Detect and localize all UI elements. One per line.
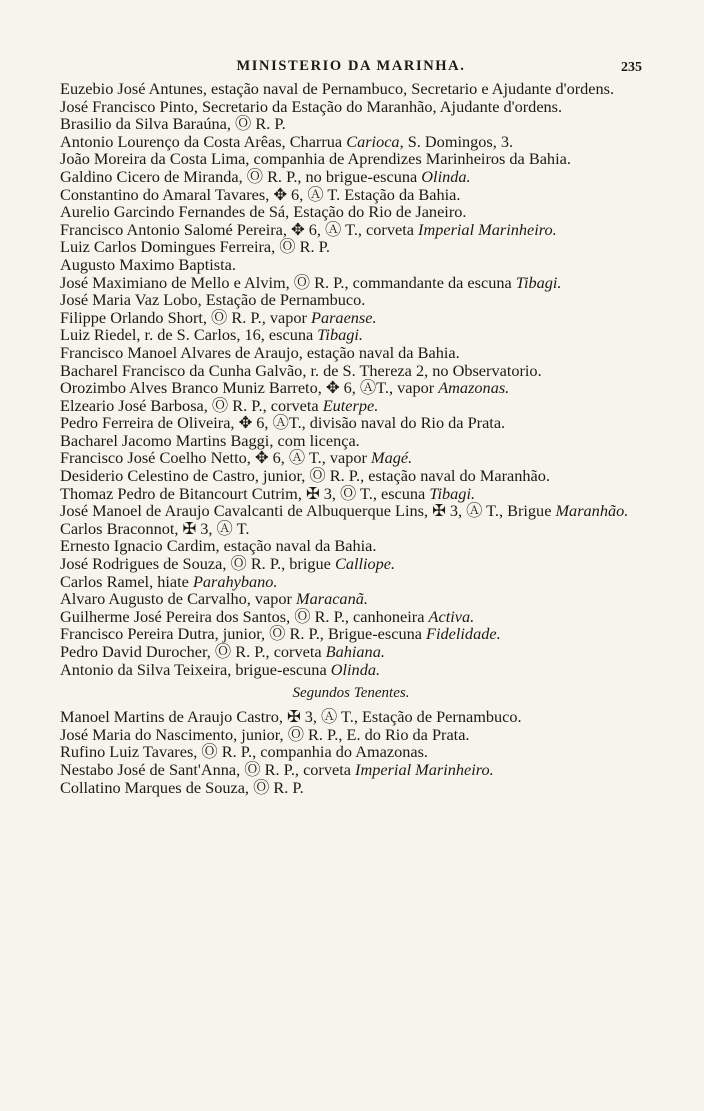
entry-text: Manoel Martins de Araujo Castro, ✠ 3, Ⓐ T., Estação de Pernambuco. (60, 707, 522, 727)
officer-entry (60, 743, 642, 761)
officer-entry (60, 726, 642, 744)
vessel-name: Magé. (371, 448, 413, 468)
officer-list-segundos (60, 708, 642, 796)
entry-text: Francisco José Coelho Netto, ✥ 6, Ⓐ T., vapor (60, 448, 372, 468)
officer-entry (60, 115, 642, 133)
vessel-name: Bahiana. (325, 642, 385, 661)
vessel-name: Fidelidade. (426, 624, 501, 644)
entry-text: Brasilio da Silva Baraúna, Ⓞ R. P. (60, 114, 286, 134)
officer-entry (60, 203, 642, 221)
page-number: 235 (621, 60, 642, 75)
officer-entry (60, 344, 642, 362)
vessel-name: Activa. (428, 606, 475, 626)
vessel-name: Paraense. (311, 307, 377, 327)
entry-text: Antonio Lourenço da Costa Arêas, Charrua (60, 131, 347, 151)
officer-entry (60, 379, 642, 397)
vessel-name: Parahybano. (192, 571, 278, 591)
vessel-name: Imperial Marinheiro. (355, 759, 494, 779)
officer-entry (60, 467, 642, 485)
officer-entry (60, 256, 642, 274)
entry-text: Pedro David Durocher, Ⓞ R. P., corveta (60, 642, 326, 661)
entry-text: Luiz Riedel, r. de S. Carlos, 16, escuna (60, 325, 318, 345)
entry-text: Augusto Maximo Baptista. (60, 254, 236, 274)
entry-text: Rufino Luiz Tavares, Ⓞ R. P., companhia do Amazonas. (60, 742, 428, 762)
officer-entry (60, 432, 642, 450)
entry-text: José Maria do Nascimento, junior, Ⓞ R. P., E. do Rio da Prata. (60, 724, 470, 744)
officer-entry (60, 537, 642, 555)
entry-text: José Maximiano de Mello e Alvim, Ⓞ R. P., commandante da escuna (60, 272, 516, 292)
officer-list-primeiros (60, 80, 642, 678)
entry-text: Constantino do Amaral Tavares, ✥ 6, Ⓐ T. Estação da Bahia. (60, 184, 461, 204)
entry-text: José Rodrigues de Souza, Ⓞ R. P., brigue (60, 554, 335, 574)
entry-text: João Moreira da Costa Lima, companhia de Aprendizes Marinheiros da Bahia. (60, 149, 571, 169)
entry-text: Elzeario José Barbosa, Ⓞ R. P., corveta (60, 395, 323, 415)
officer-entry (60, 238, 642, 256)
officer-entry (60, 168, 642, 186)
vessel-name: Calliope. (334, 554, 396, 574)
entry-text: Galdino Cicero de Miranda, Ⓞ R. P., no brigue-escuna (60, 166, 422, 186)
officer-entry (60, 661, 642, 679)
officer-entry (60, 555, 642, 573)
entry-text: Francisco Pereira Dutra, junior, Ⓞ R. P., Brigue-escuna (60, 624, 427, 644)
vessel-name: Maracanã. (296, 589, 368, 609)
officer-entry (60, 291, 642, 309)
entry-text: Desiderio Celestino de Castro, junior, Ⓞ R. P., estação naval do Maranhão. (60, 466, 550, 486)
entry-text: José Francisco Pinto, Secretario da Estação do Maranhão, Ajudante d'ordens. (60, 96, 563, 116)
officer-entry (60, 625, 642, 643)
vessel-name: Olinda. (421, 166, 471, 186)
officer-entry (60, 133, 642, 151)
officer-entry (60, 397, 642, 415)
entry-text: Orozimbo Alves Branco Muniz Barreto, ✥ 6, ⒶT., vapor (60, 378, 439, 398)
officer-entry (60, 643, 642, 661)
entry-text: Francisco Manoel Alvares de Araujo, estação naval da Bahia. (60, 342, 460, 362)
officer-entry (60, 98, 642, 116)
entry-text: Bacharel Francisco da Cunha Galvão, r. de S. Thereza 2, no Observatorio. (60, 360, 542, 380)
entry-text: Alvaro Augusto de Carvalho, vapor (60, 589, 297, 609)
entry-text: Aurelio Garcindo Fernandes de Sá, Estação do Rio de Janeiro. (60, 202, 467, 222)
vessel-name: Carioca (346, 131, 400, 151)
officer-entry (60, 449, 642, 467)
officer-entry (60, 80, 642, 98)
officer-entry (60, 502, 642, 520)
vessel-name: Olinda. (330, 659, 381, 679)
vessel-name: Maranhão. (555, 501, 629, 521)
officer-entry (60, 309, 642, 327)
officer-entry (60, 326, 642, 344)
officer-entry (60, 590, 642, 608)
officer-entry (60, 708, 642, 726)
entry-text: José Manoel de Araujo Cavalcanti de Albuquerque Lins, ✠ 3, Ⓐ T., Brigue (60, 501, 556, 521)
entry-text: José Maria Vaz Lobo, Estação de Pernambuco. (60, 290, 366, 310)
entry-text: Pedro Ferreira de Oliveira, ✥ 6, ⒶT., divisão naval do Rio da Prata. (60, 413, 506, 433)
vessel-name: Tibagi. (317, 325, 363, 345)
entry-text: Francisco Antonio Salomé Pereira, ✥ 6, Ⓐ T., corveta (60, 219, 419, 239)
running-title: MINISTERIO DA MARINHA. (236, 58, 466, 74)
section-heading-segundos-tenentes: Segundos Tenentes. (292, 685, 410, 702)
officer-entry (60, 221, 642, 239)
entry-text: Bacharel Jacomo Martins Baggi, com licença. (60, 430, 360, 450)
entry-text: Thomaz Pedro de Bitancourt Cutrim, ✠ 3, Ⓞ T., escuna (60, 483, 430, 503)
entry-text: Collatino Marques de Souza, Ⓞ R. P. (60, 777, 304, 797)
officer-entry (60, 274, 642, 292)
vessel-name: Tibagi. (515, 272, 562, 292)
entry-suffix: , S. Domingos, 3. (399, 131, 514, 151)
entry-text: Filippe Orlando Short, Ⓞ R. P., vapor (60, 307, 311, 327)
page-header (60, 56, 642, 80)
entry-text: Nestabo José de Sant'Anna, Ⓞ R. P., corveta (60, 759, 356, 779)
officer-entry (60, 485, 642, 503)
entry-text: Ernesto Ignacio Cardim, estação naval da Bahia. (60, 536, 377, 556)
officer-entry (60, 362, 642, 380)
officer-entry (60, 414, 642, 432)
vessel-name: Tibagi. (429, 483, 476, 503)
officer-entry (60, 150, 642, 168)
officer-entry (60, 573, 642, 591)
vessel-name: Euterpe. (322, 395, 379, 415)
entry-text: Antonio da Silva Teixeira, brigue-escuna (60, 659, 331, 679)
entry-text: Luiz Carlos Domingues Ferreira, Ⓞ R. P. (60, 237, 330, 257)
officer-entry (60, 186, 642, 204)
entry-text: Carlos Braconnot, ✠ 3, Ⓐ T. (60, 518, 250, 538)
officer-entry (60, 779, 642, 797)
officer-entry (60, 608, 642, 626)
entry-text: Guilherme José Pereira dos Santos, Ⓞ R. P., canhoneira (60, 606, 429, 626)
officer-entry (60, 520, 642, 538)
officer-entry (60, 761, 642, 779)
vessel-name: Amazonas. (438, 378, 510, 398)
vessel-name: Imperial Marinheiro. (418, 219, 557, 239)
entry-text: Carlos Ramel, hiate (60, 571, 193, 591)
entry-text: Euzebio José Antunes, estação naval de Pernambuco, Secretario e Ajudante d'ordens. (60, 79, 615, 98)
